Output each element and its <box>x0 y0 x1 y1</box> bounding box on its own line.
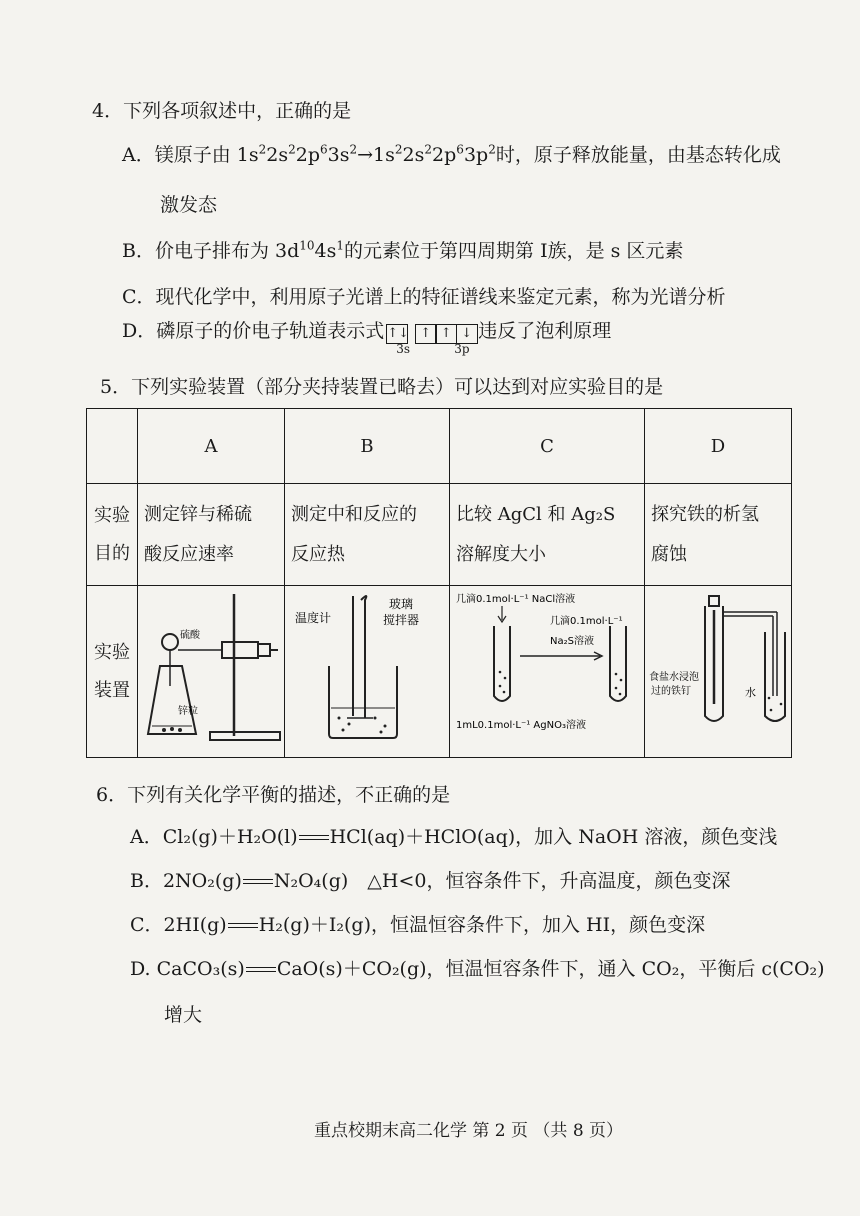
apparatus-b <box>285 586 450 758</box>
equilibrium-arrow <box>246 965 276 975</box>
row-label-purpose: 实验 目的 <box>87 484 138 586</box>
q4-option-c: C．现代化学中，利用原子光谱上的特征谱线来鉴定元素，称为光谱分析 <box>122 286 726 308</box>
label-agno3: 1mL0.1mol·L⁻¹ AgNO₃溶液 <box>456 720 586 731</box>
apparatus-b-drawing <box>285 586 449 752</box>
equilibrium-arrow <box>228 921 258 931</box>
q6-stem: 6．下列有关化学平衡的描述，不正确的是 <box>96 784 451 806</box>
label-stirrer-2: 搅拌器 <box>383 613 420 627</box>
label-acid: 硫酸 <box>180 630 200 641</box>
purpose-c: 比较 AgCl 和 Ag₂S 溶解度大小 <box>450 484 645 586</box>
header-c: C <box>450 409 645 484</box>
experiment-table <box>86 408 792 758</box>
q4-option-a: A．镁原子由 $1s^22s^22p^63s^2\to 1s^22s^22p^63p^2$时，原子释放能量，由基态转化成 <box>122 142 781 166</box>
label-nail-1: 食盐水浸泡 <box>649 672 699 683</box>
q4-stem: 4．下列各项叙述中，正确的是 <box>92 100 352 122</box>
q6-option-c: C．2HI(g) H₂(g)＋I₂(g)，恒温恒容条件下，加入 HI，颜色变深 <box>130 914 706 936</box>
q6-option-a: A．Cl₂(g)＋H₂O(l) HCl(aq)＋HClO(aq)，加入 NaOH 溶液，颜色变浅 <box>130 826 778 848</box>
label-na2s-2: Na₂S溶液 <box>550 636 594 647</box>
apparatus-d <box>645 586 792 758</box>
apparatus-a <box>138 586 285 758</box>
header-d: D <box>645 409 792 484</box>
table-corner <box>87 409 138 484</box>
label-stirrer-1: 玻璃 <box>389 597 414 611</box>
apparatus-d-drawing <box>645 586 791 752</box>
purpose-a: 测定锌与稀硫 酸反应速率 <box>138 484 285 586</box>
apparatus-c <box>450 586 645 758</box>
q6-option-d-cont: 增大 <box>164 1004 203 1026</box>
header-a: A <box>138 409 285 484</box>
apparatus-a-drawing <box>138 586 284 752</box>
q4-option-d: D．磷原子的价电子轨道表示式 ↑↓ ↑ ↑ ↓ 3s 3p 违反了泡利原理 <box>122 320 612 356</box>
label-na2s-1: 几滴0.1mol·L⁻¹ <box>550 616 623 627</box>
q6-option-d: D. CaCO₃(s) CaO(s)＋CO₂(g)，恒温恒容条件下，通入 CO₂，平衡后 c(CO₂) <box>130 958 825 980</box>
label-zinc: 锌粒 <box>178 706 198 717</box>
label-thermometer: 温度计 <box>295 611 332 625</box>
row-label-apparatus: 实验 装置 <box>87 586 138 758</box>
label-water: 水 <box>745 686 756 699</box>
equilibrium-arrow <box>299 833 329 843</box>
q4-option-b: B．价电子排布为 $3d^{10}4s^1$的元素位于第四周期第 I族，是 s 区元素 <box>122 238 684 262</box>
purpose-d: 探究铁的析氢 腐蚀 <box>645 484 792 586</box>
q4-option-a-cont: 激发态 <box>160 194 218 216</box>
apparatus-c-drawing <box>450 586 644 752</box>
q6-option-b: B．2NO₂(g) N₂O₄(g) △H<0，恒容条件下，升高温度，颜色变深 <box>130 870 731 892</box>
equilibrium-arrow <box>243 877 273 887</box>
purpose-b: 测定中和反应的 反应热 <box>285 484 450 586</box>
page-footer: 重点校期末高二化学 第 2 页 （共 8 页） <box>314 1121 624 1141</box>
label-nacl: 几滴0.1mol·L⁻¹ NaCl溶液 <box>456 594 576 605</box>
label-nail-2: 过的铁钉 <box>651 686 691 697</box>
header-b: B <box>285 409 450 484</box>
q5-stem: 5．下列实验装置（部分夹持装置已略去）可以达到对应实验目的是 <box>100 376 664 398</box>
orbital-diagram: ↑↓ ↑ ↑ ↓ 3s 3p <box>386 320 476 344</box>
